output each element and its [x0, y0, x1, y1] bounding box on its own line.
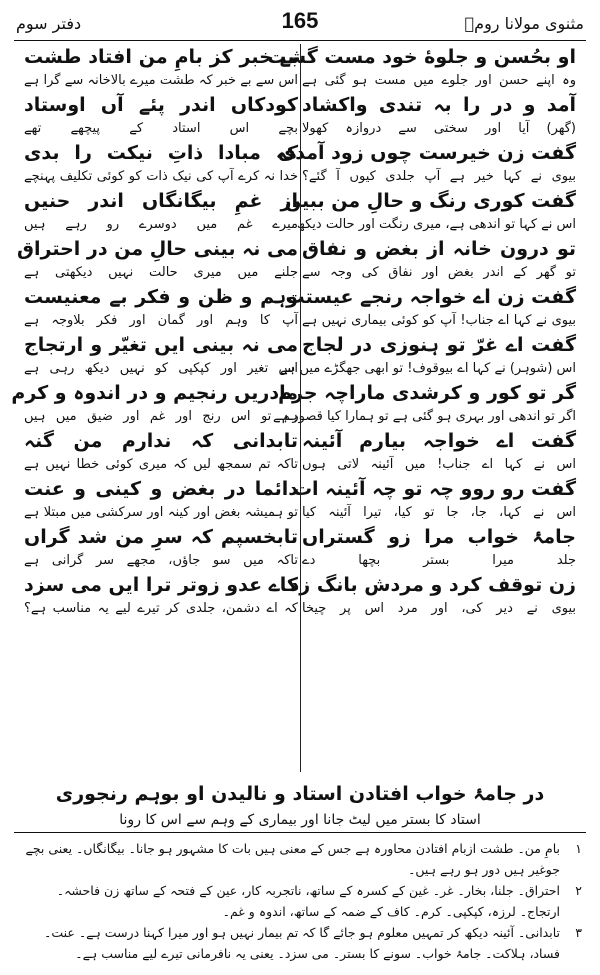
verse-line: مادریں رنجیم و در اندوہ و کرم [11, 382, 298, 404]
translation-line: وہ اپنے حسن اور جلوے میں مست ہو گئی ہے [302, 73, 576, 88]
verse-line: گفت زن خیرست چوں زود آمدی [277, 142, 576, 164]
verse-line: گر تو کور و کرشدی ماراچہ جرم [278, 382, 576, 404]
footnote [18, 922, 582, 964]
translation-line: تو گھر کے اندر بغض اور نفاق کی وجہ سے [302, 265, 576, 280]
footnote-rule [14, 832, 586, 833]
verse-line: کودکاں اندر پئے آں اوستاد [24, 94, 298, 116]
translation-line: بچے اس استاد کے پیچھے تھے [24, 121, 298, 136]
verse-line: می نہ بینی ایں تغیّر و ارتجاج [24, 334, 298, 356]
section-heading-gloss: استاد کا بستر میں لیٹ جانا اور بیماری کے وہم سے اس کا رونا [119, 812, 481, 828]
footnote-number: ۲ [575, 883, 582, 898]
translation-line: تاکہ تم سمجھ لیں کہ میری کوئی خطا نہیں ہے [24, 457, 298, 472]
translation-line: اس نے کہا تو اندھی ہے، میری رنگت اور حالت دیکھ [296, 217, 576, 232]
verse-line: وہم و ظن و فکر بے معنیست [24, 286, 298, 308]
verse-line: آمد و در را بہ تندی واکشاد [302, 94, 576, 116]
verse-line: گفت زن اے خواجہ رنجے عیستت [285, 286, 576, 308]
verse-line: بے خبر کز بامِ من افتاد طشت [24, 46, 298, 68]
left-column [11, 44, 298, 620]
footnote [18, 880, 582, 922]
translation-line: اس تغیر اور کپکپی کو نہیں دیکھ رہی ہے [24, 361, 298, 376]
section-heading [24, 780, 576, 832]
verse-line: تو درون خانہ از بغض و نفاق [302, 238, 576, 260]
translation-line: بیوی نے کہا خیر ہے آپ جلدی کیوں آ گئے؟ [302, 169, 576, 184]
book-title: مثنوی مولانا رومؒ [464, 14, 584, 33]
footnote-text: احتراق۔ جلنا، بخار۔ غر۔ غین کے کسرہ کے ساتھ، ناتجربہ کار، عین کے فتحہ کے ساتھ زن فاحشہ۔ ارتجاج۔ لرزہ، کپکپی۔ کرم۔ کاف کے ضمہ کے ساتھ، اندوہ و غم۔ [56, 883, 560, 919]
header-rule [14, 40, 586, 41]
verse-line: کہ مبادا ذاتِ نیکت را بدی [24, 142, 298, 164]
footnote [18, 838, 582, 880]
column-divider [300, 44, 301, 772]
verse-line: دائما در بغض و کینی و عنت [24, 478, 298, 500]
translation-line: جلنے میں میری حالت نہیں دیکھتی ہے [24, 265, 298, 280]
volume-label: دفتر سوم [16, 14, 82, 33]
verse-line: تابخسپم کہ سرِ من شد گراں [24, 526, 298, 548]
translation-line: اس نے کہا اے جناب! میں آئینہ لاتی ہوں [302, 457, 576, 472]
footnote-text: تابدانی۔ آئینہ دیکھ کر تمہیں معلوم ہو جائے گا کہ تم بیمار نہیں ہو اور میرا کہنا درست ہے۔ عنت۔ فساد، ہلاکت۔ جامۂ خواب۔ سونے کا بستر۔ می سزد۔ یعنی یہ نافرمانی تیرے لیے مناسب ہے۔ [44, 925, 560, 961]
verse-line: گفت کوری رنگ و حالِ من ببیں [284, 190, 576, 212]
verse-line: کاے عدو زوتر ترا ایں می سزد [24, 574, 298, 596]
verse-line: او بحُسن و جلوهٔ خود مست گشت [267, 46, 576, 68]
translation-line: میرے غم میں دوسرے رو رہے ہیں [24, 217, 298, 232]
verse-body [11, 44, 576, 772]
verse-line: از غمِ بیگانگاں اندر حنیں [24, 190, 298, 212]
verse-line: تابدانی کہ ندارم من گنہ [24, 430, 298, 452]
verse-line: گفت رو روو چہ تو چہ آئینہ ات [292, 478, 576, 500]
translation-line: اس (شوہر) نے کہا اے بیوقوف! تو ابھی جھگڑے میں ہے [280, 361, 576, 376]
section-heading-verse: در جامۂ خواب افتادن استاد و نالیدن او بوہم رنجوری [55, 783, 545, 805]
footnotes [18, 838, 582, 964]
verse-line: جامۂ خواب مرا زو گستراں [302, 526, 576, 548]
translation-line: اس نے کہا، جا، جا تو کیا، تیرا آئینہ کیا [302, 505, 576, 520]
page-header [16, 6, 584, 40]
translation-line: بیوی نے کہا اے جناب! آپ کو کوئی بیماری نہیں ہے [302, 313, 576, 328]
translation-line: جلد میرا بستر بچھا دے [302, 553, 576, 568]
translation-line: اس سے بے خبر کہ طشت میرے بالاخانہ سے گرا ہے [24, 73, 298, 88]
verse-line: زن توقف کرد و مردش بانگ زد [289, 574, 576, 596]
verse-line: گفت اے غرّ تو ہنوزی در لجاج [302, 334, 576, 356]
translation-line: (گھر) آیا اور سختی سے دروازہ کھولا [302, 121, 576, 136]
translation-line: بیوی نے دیر کی، اور مرد اس پر چیخا [302, 601, 576, 616]
translation-line: ہم تو اس رنج اور غم اور ضیق میں ہیں [24, 409, 298, 424]
translation-line: خدا نہ کرے آپ کی نیک ذات کو کوئی تکلیف پہنچے [24, 169, 298, 184]
translation-line: آپ کا وہم اور گمان اور فکر بلاوجہ ہے [24, 313, 298, 328]
footnote-number: ۱ [575, 841, 582, 856]
footnote-number: ۳ [575, 925, 582, 940]
verse-line: می نہ بینی حالِ من در احتراق [17, 238, 298, 260]
translation-line: تو ہمیشہ بغض اور کینہ اور سرکشی میں مبتلا ہے [24, 505, 298, 520]
translation-line: اگر تو اندھی اور بہری ہو گئی ہے تو ہمارا کیا قصور ہے [272, 409, 576, 424]
translation-line: تاکہ میں سو جاؤں، مجھے سر گرانی ہے [24, 553, 298, 568]
verse-line: گفت اے خواجہ بیارم آئینہ [302, 430, 576, 452]
right-column [267, 44, 576, 620]
translation-line: کہ اے دشمن، جلدی کر تیرے لیے یہ مناسب ہے؟ [24, 601, 298, 616]
footnote-text: بامِ من۔ طشت ازبام افتادن محاورہ ہے جس کے معنی ہیں بات کا مشہور ہو جانا۔ بیگانگاں۔ یعنی بچے جوغیر ہیں دور ہو رہے ہیں۔ [25, 841, 560, 877]
page-number: 165 [281, 8, 319, 33]
